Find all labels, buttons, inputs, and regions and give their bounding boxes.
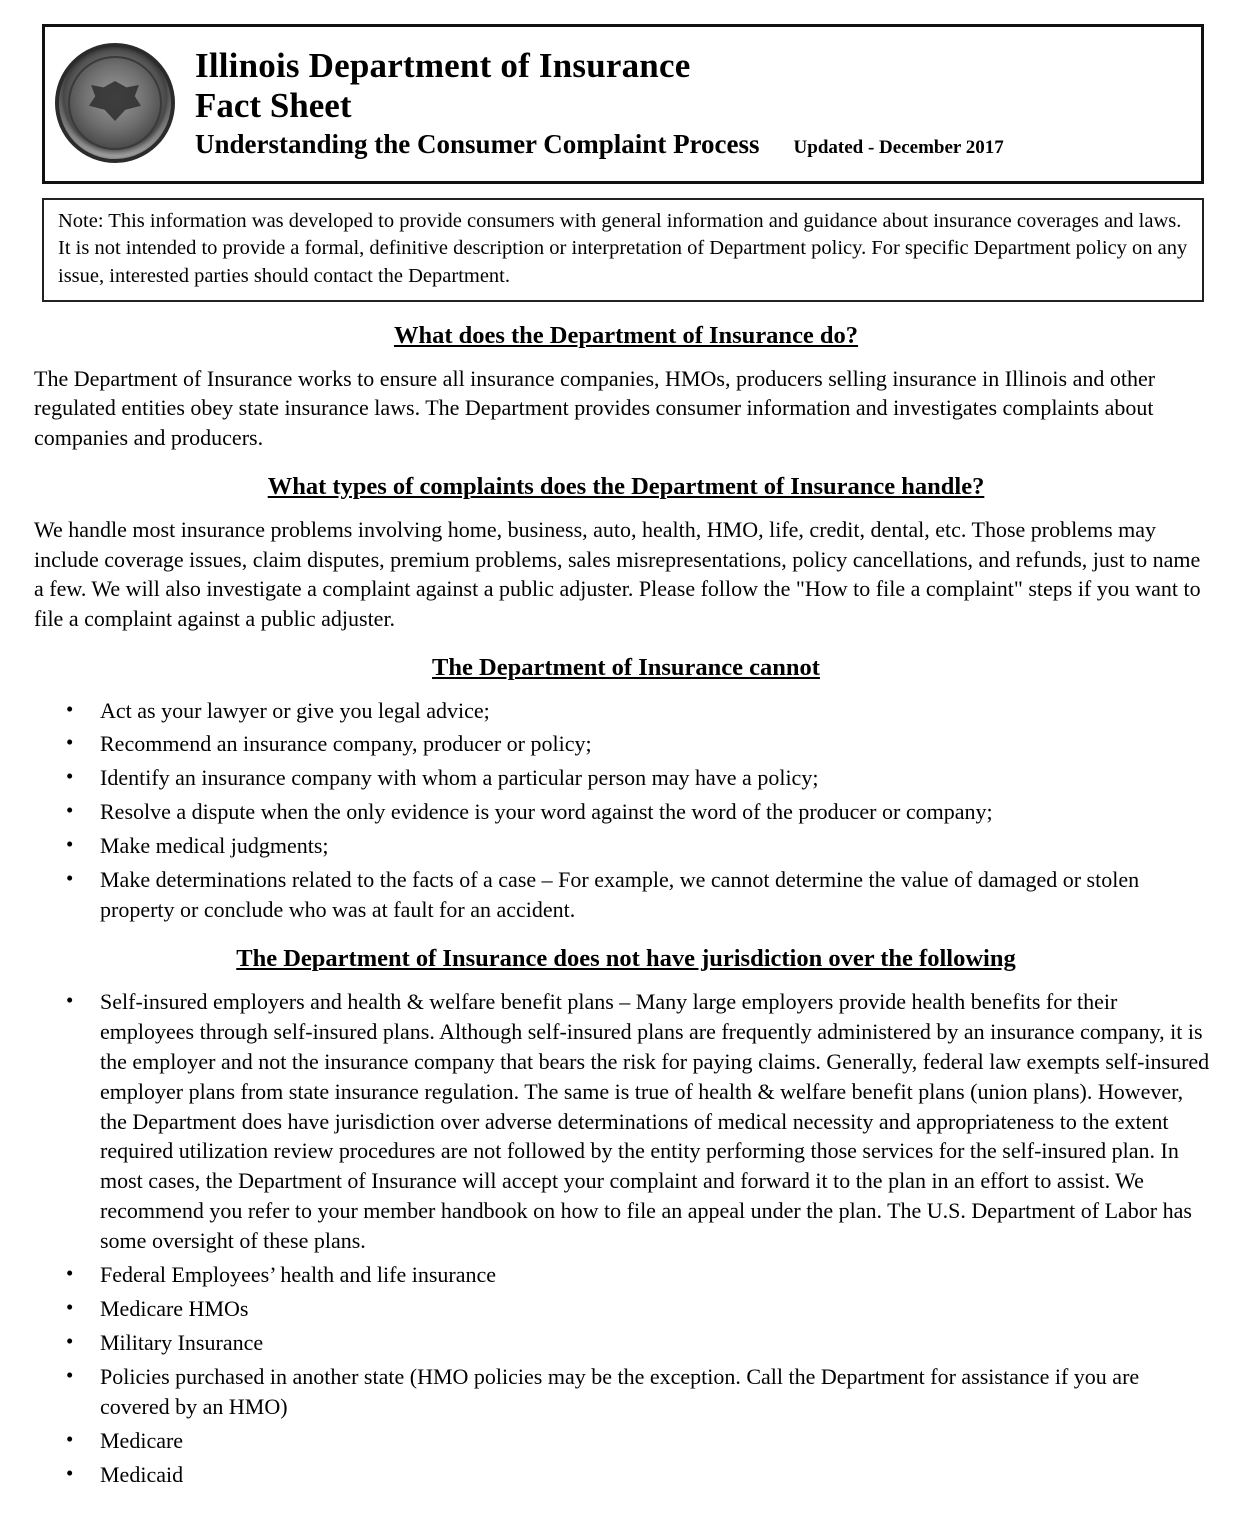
section-heading-complaint-types: What types of complaints does the Department of Insurance handle?	[267, 472, 985, 500]
updated-date: Updated - December 2017	[793, 136, 1004, 158]
section-body-complaint-types: We handle most insurance problems involving home, business, auto, health, HMO, life, credit, dental, etc. Those problems may include coverage issues, claim disputes, premium problems, sales misrepresentations, policy cancellations, and refunds, just to name a few. We will also investigate a complaint against a public adjuster. Please follow the "How to file a complaint" steps if you want to file a complaint against a public adjuster.	[34, 516, 1201, 631]
list-item: • Medicare	[30, 1426, 1222, 1456]
list-item: • Medicaid	[30, 1460, 1222, 1490]
document-header	[42, 24, 1204, 184]
illinois-state-seal-icon	[55, 43, 175, 163]
list-no-jurisdiction	[30, 987, 1222, 1490]
page-subtitle-fact-sheet: Fact Sheet	[195, 85, 352, 125]
note-text: Note: This information was developed to provide consumers with general information and guidance about insurance coverages and laws. It is not intended to provide a formal, definitive description or interpretation of Department policy. For specific Department policy on any issue, interested parties should contact the Department.	[58, 210, 1188, 287]
page-title: Illinois Department of Insurance	[195, 46, 691, 86]
list-item: • Military Insurance	[30, 1328, 1222, 1358]
section-heading-doi-cannot: The Department of Insurance cannot	[432, 653, 820, 681]
note-box	[42, 198, 1204, 302]
header-text	[177, 33, 1191, 173]
list-item: • Self-insured employers and health & welfare benefit plans – Many large employers provide health benefits for their employees through self-insured plans. Although self-insured plans are frequently administered by an insurance company, it is the employer and not the insurance company that bears the risk for paying claims. Generally, federal law exempts self-insured employer plans from state insurance regulation. The same is true of health & welfare benefit plans (union plans). However, the Department does have jurisdiction over adverse determinations of medical necessity and appropriateness to the extent required utilization review procedures are not followed by the entity performing those services for the self-insured plan. In most cases, the Department of Insurance will accept your complaint and forward it to the plan in an effort to assist. We recommend you refer to your member handbook on how to file an appeal under the plan. The U.S. Department of Labor has some oversight of these plans.	[30, 987, 1222, 1256]
list-item: • Medicare HMOs	[30, 1294, 1222, 1324]
header-subtitle-row	[195, 129, 1191, 160]
list-item: • Act as your lawyer or give you legal advice;	[30, 696, 1222, 726]
list-item: • Policies purchased in another state (HMO policies may be the exception. Call the Department for assistance if you are covered by an HMO)	[30, 1362, 1222, 1422]
section-body-what-does-doi-do: The Department of Insurance works to ensure all insurance companies, HMOs, producers selling insurance in Illinois and other regulated entities obey state insurance laws. The Department provides consumer information and investigates complaints about companies and producers.	[34, 365, 1156, 451]
section-heading-what-does-doi-do: What does the Department of Insurance do?	[393, 321, 859, 349]
list-item: • Identify an insurance company with whom a particular person may have a policy;	[30, 763, 1222, 793]
list-doi-cannot	[30, 696, 1222, 925]
list-item: • Recommend an insurance company, producer or policy;	[30, 729, 1222, 759]
list-item: • Resolve a dispute when the only evidence is your word against the word of the producer or company;	[30, 797, 1222, 827]
list-item: • Federal Employees’ health and life insurance	[30, 1260, 1222, 1290]
list-item: • Make determinations related to the facts of a case – For example, we cannot determine the value of damaged or stolen property or conclude who was at fault for an accident.	[30, 865, 1222, 925]
section-heading-no-jurisdiction: The Department of Insurance does not have jurisdiction over the following	[236, 944, 1016, 972]
list-item: • Make medical judgments;	[30, 831, 1222, 861]
document-subtitle: Understanding the Consumer Complaint Process	[195, 128, 760, 159]
seal-container	[53, 33, 177, 173]
